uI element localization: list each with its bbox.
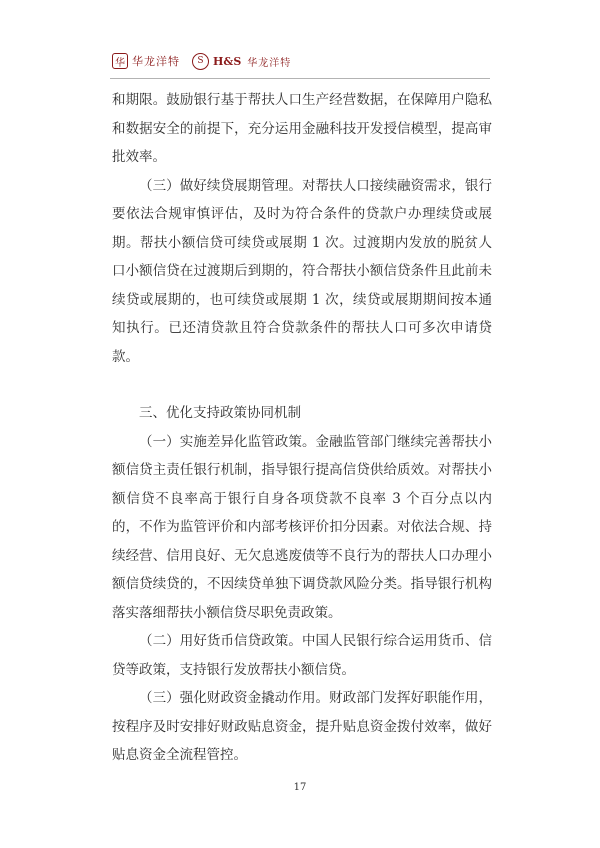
hs-logo-icon: S xyxy=(192,53,209,70)
paragraph-renewal-management: （三）做好续贷展期管理。对帮扶人口接续融资需求，银行要依法合规审慎评估，及时为符合条件的贷款户办理续贷或展期。帮扶小额信贷可续贷或展期 1 次。过渡期内发放的脱贫人口小额信贷在过渡期后到期的，符合帮扶小额信贷条件且此前未续贷或展期的，也可续贷或展期 1 次，续贷或展期期间按本通知执行。已还清贷款且符合贷款条件的帮扶人口可多次申请贷款。 xyxy=(112,177,492,365)
partner-logo-text: 华龙洋特 xyxy=(247,57,292,69)
page-header xyxy=(112,46,291,76)
section-gap xyxy=(112,371,492,399)
paragraph-differentiated-regulation: （一）实施差异化监管政策。金融监管部门继续完善帮扶小额信贷主责任银行机制，指导银行提高信贷供给质效。对帮扶小额信贷不良率高于银行自身各项贷款不良率 3 个百分点以内的，不作为监管评价和内部考核评价扣分因素。对依法合规、持续经营、信用良好、无欠息逃废债等不良行为的帮扶人口办理小额信贷续贷的，不因续贷单独下调贷款风险分类。指导银行机构落实落细帮扶小额信贷尽职免责政策。 xyxy=(112,433,492,621)
paragraph-fiscal-funds: （三）强化财政资金撬动作用。财政部门发挥好职能作用，按程序及时安排好财政贴息资金，提升贴息资金拨付效率，做好贴息资金全流程管控。 xyxy=(112,690,492,763)
paragraph-continuation: 和期限。鼓励银行基于帮扶人口生产经营数据，在保障用户隐私和数据安全的前提下，充分运用金融科技开发授信模型，提高审批效率。 xyxy=(112,92,492,165)
paragraph-monetary-policy: （二）用好货币信贷政策。中国人民银行综合运用货币、信贷等政策，支持银行发放帮扶小额信贷。 xyxy=(112,633,492,678)
section-heading: 三、优化支持政策协同机制 xyxy=(139,405,301,421)
page-number: 17 xyxy=(293,782,307,793)
firm-logo-icon: 华 xyxy=(112,53,128,69)
document-body xyxy=(112,86,492,770)
firm-logo-text: 华龙洋特 xyxy=(132,55,180,68)
header-divider xyxy=(110,78,490,79)
hs-logo-text: H&S xyxy=(213,54,242,68)
